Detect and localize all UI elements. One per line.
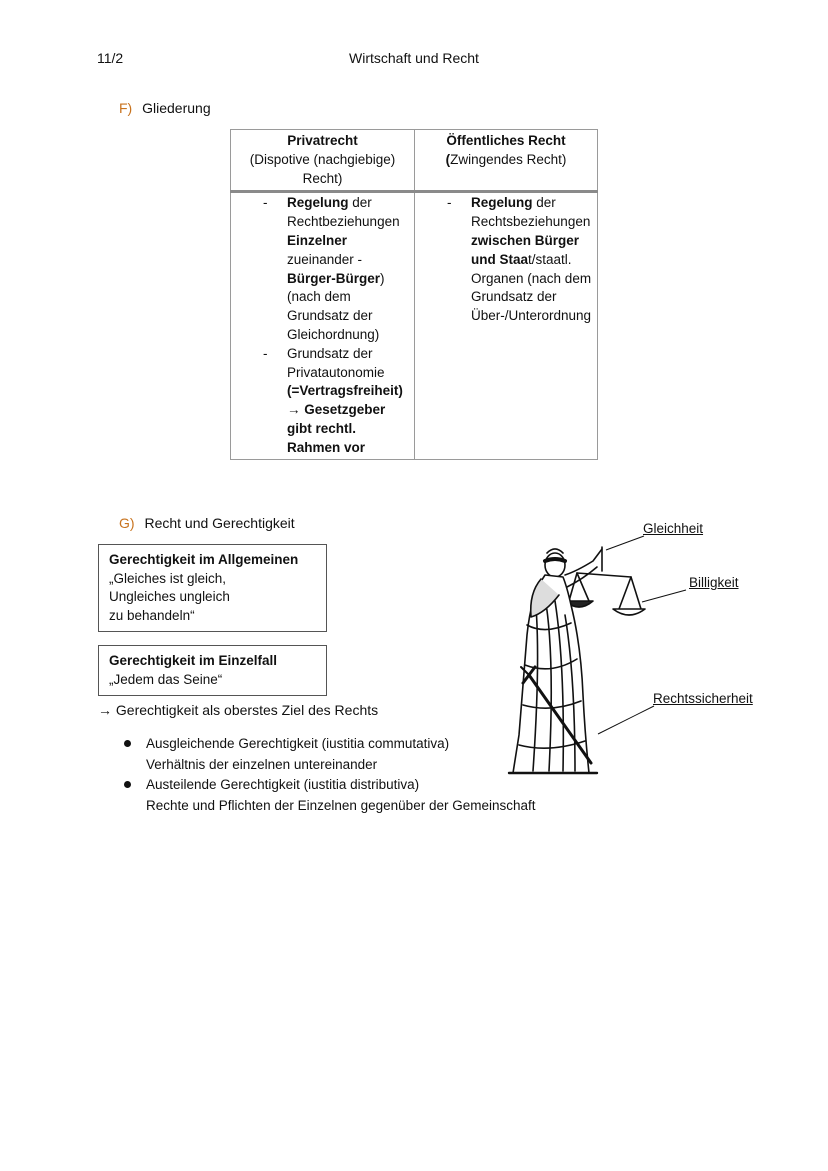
section-g-heading	[119, 515, 295, 531]
gliederung-table	[230, 129, 598, 460]
label-billigkeit: Billigkeit	[689, 575, 739, 590]
section-g-title: Recht und Gerechtigkeit	[144, 515, 295, 531]
box1-title: Gerechtigkeit im Allgemeinen	[109, 552, 299, 567]
oeffentliches-recht-item	[419, 194, 593, 326]
box-gerechtigkeit-allgemein	[98, 544, 327, 632]
box1-line: „Gleiches ist gleich,	[109, 570, 227, 586]
document-title: Wirtschaft und Recht	[349, 50, 479, 66]
bold-text: (=Vertragsfreiheit) → Gesetzgeber gibt rechtl. Rahmen vor	[287, 383, 403, 455]
privatrecht-subtitle: (Dispotive (nachgiebige) Recht)	[249, 151, 396, 186]
label-gleichheit: Gleichheit	[643, 521, 704, 536]
section-f-letter: F)	[119, 100, 133, 116]
privatrecht-item	[235, 345, 410, 458]
oeffentliches-recht-cell	[415, 192, 598, 459]
label-rechtssicherheit: Rechtssicherheit	[653, 691, 753, 706]
callout-line-gleichheit	[606, 536, 644, 550]
privatrecht-item	[235, 194, 410, 344]
box1-line: zu behandeln“	[109, 607, 195, 623]
bullet-desc: Verhältnis der einzelnen untereinander	[146, 756, 378, 772]
bold-text: Regelung	[287, 195, 349, 211]
bold-text: Bürger-Bürger	[287, 270, 381, 286]
oeffentliches-recht-title: Öffentliches Recht	[446, 133, 566, 148]
text: der Rechtsbeziehungen	[471, 195, 591, 230]
bullet-dot-icon	[124, 781, 131, 788]
box-gerechtigkeit-einzelfall	[98, 645, 327, 696]
bullet-desc: Rechte und Pflichten der Einzelnen gegenüber der Gemeinschaft	[146, 797, 536, 813]
privatrecht-cell	[231, 192, 415, 459]
privatrecht-header	[231, 130, 415, 192]
box1-line: Ungleiches ungleich	[109, 589, 230, 604]
bullet-title: Austeilende Gerechtigkeit (iustitia distributiva)	[146, 777, 420, 792]
privatrecht-title: Privatrecht	[287, 133, 358, 148]
oeffentliches-recht-subtitle: Zwingendes Recht)	[450, 151, 567, 167]
arrow-statement: → Gerechtigkeit als oberstes Ziel des Rechts	[98, 702, 379, 718]
text: der Rechtbeziehungen	[287, 195, 400, 230]
section-f-heading	[119, 100, 211, 116]
text: zueinander -	[287, 251, 363, 267]
text: Grundsatz der Privatautonomie	[287, 345, 385, 380]
bullet-title: Ausgleichende Gerechtigkeit (iustitia commutativa)	[146, 736, 450, 751]
bullet-dot-icon	[124, 740, 131, 747]
callout-line-billigkeit	[642, 590, 686, 602]
bold-text: Regelung	[471, 195, 533, 211]
oeffentliches-recht-header	[415, 130, 598, 192]
callout-line-rechtssicherheit	[598, 706, 654, 734]
callout-lines	[590, 530, 760, 740]
bullet-item	[120, 775, 640, 816]
section-g-letter: G)	[119, 515, 135, 531]
bold-text: zwischen Bürger und Staa	[471, 232, 580, 267]
box2-title: Gerechtigkeit im Einzelfall	[109, 653, 278, 668]
paren-bold: (	[445, 151, 451, 167]
section-f-title: Gliederung	[142, 100, 211, 116]
bold-text: Einzelner	[287, 232, 348, 248]
box2-line: „Jedem das Seine“	[109, 671, 223, 687]
page-number: 11/2	[97, 50, 124, 66]
text: t/staatl. Organen (nach dem Grundsatz der Über-/Unterordnung	[471, 251, 592, 324]
text: ) (nach dem Grundsatz der Gleichordnung)	[287, 270, 385, 342]
